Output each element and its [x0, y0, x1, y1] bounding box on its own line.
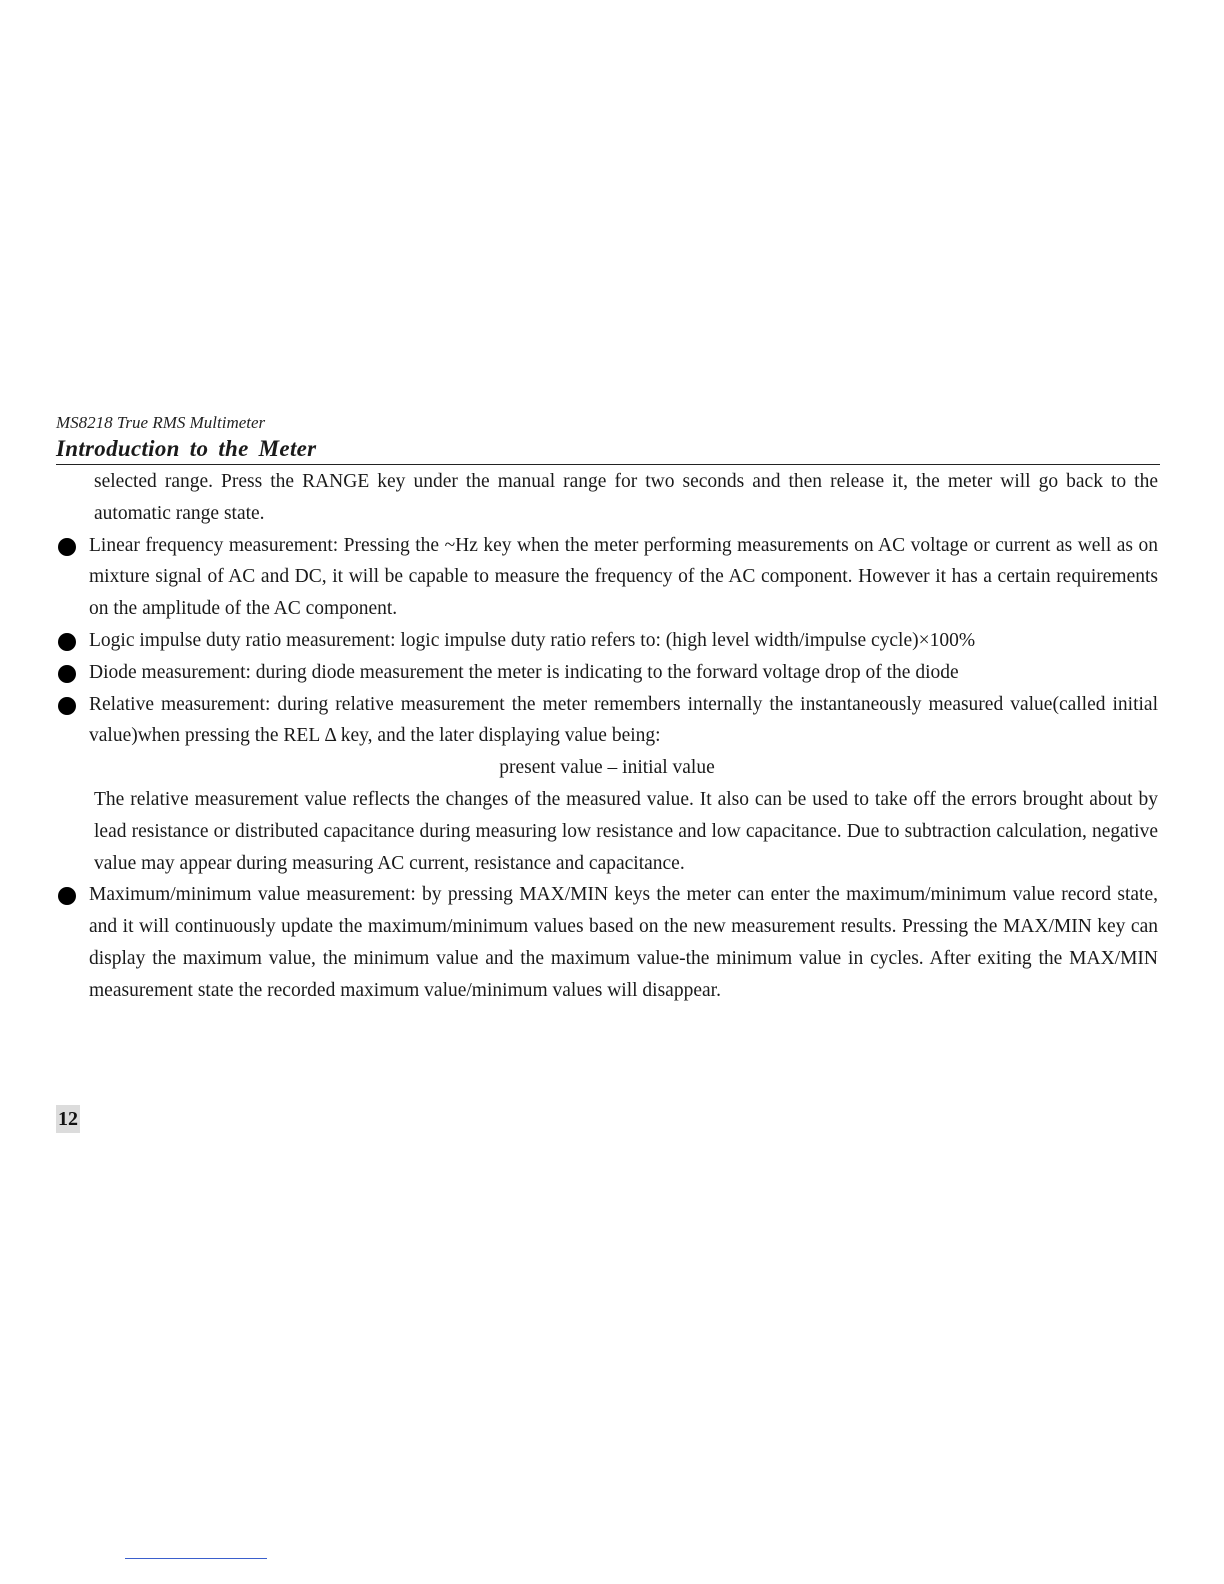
- list-item-text: Linear frequency measurement: Pressing the ~Hz key when the meter performing measurements on AC voltage or current as well as on mixture signal of AC and DC, it will be capable to measure the frequency of the AC component. However it has a certain requirements on the amplitude of the AC component.: [89, 534, 1158, 620]
- running-title: MS8218 True RMS Multimeter: [56, 413, 266, 432]
- list-item-text: Diode measurement: during diode measurement the meter is indicating to the forward voltage drop of the diode: [89, 661, 959, 683]
- list-item-text: Relative measurement: during relative measurement the meter remembers internally the instantaneously measured value(called initial value)when pressing the REL Δ key, and the later displaying value being:: [89, 693, 1158, 747]
- list-item-duty-ratio: [56, 625, 1158, 657]
- bullet-icon: [58, 538, 76, 556]
- footer-link-underline: [125, 1558, 267, 1559]
- bullet-icon: [58, 697, 76, 715]
- body-text: [56, 466, 1158, 1007]
- list-item-max-min: [56, 879, 1158, 1006]
- relative-formula: present value – initial value: [499, 757, 715, 779]
- bullet-icon: [58, 665, 76, 683]
- list-item-relative: [56, 689, 1158, 753]
- page-number: 12: [56, 1105, 80, 1133]
- list-item-linear-frequency: [56, 530, 1158, 625]
- bullet-icon: [58, 633, 76, 651]
- list-item-diode: [56, 657, 1158, 689]
- continuation-paragraph: selected range. Press the RANGE key under the manual range for two seconds and then release it, the meter will go back to the automatic range state.: [94, 471, 1158, 524]
- relative-note-paragraph: The relative measurement value reflects the changes of the measured value. It also can be used to take off the errors brought about by lead resistance or distributed capacitance during measuring low resistance and low capacitance. Due to subtraction calculation, negative value may appear during measuring AC current, resistance and capacitance.: [94, 788, 1158, 874]
- bullet-icon: [58, 887, 76, 905]
- list-item-text: Maximum/minimum value measurement: by pressing MAX/MIN keys the meter can enter the maximum/minimum value record state, and it will continuously update the maximum/minimum values based on the new measurement results. Pressing the MAX/MIN key can display the maximum value, the minimum value and the maximum value-the minimum value in cycles. After exiting the MAX/MIN measurement state the recorded maximum value/minimum values will disappear.: [89, 884, 1158, 1001]
- list-item-text: Logic impulse duty ratio measurement: logic impulse duty ratio refers to: (high level width/impulse cycle)×100%: [89, 629, 976, 651]
- section-title: Introduction to the Meter: [56, 436, 317, 461]
- header-rule: [56, 464, 1160, 465]
